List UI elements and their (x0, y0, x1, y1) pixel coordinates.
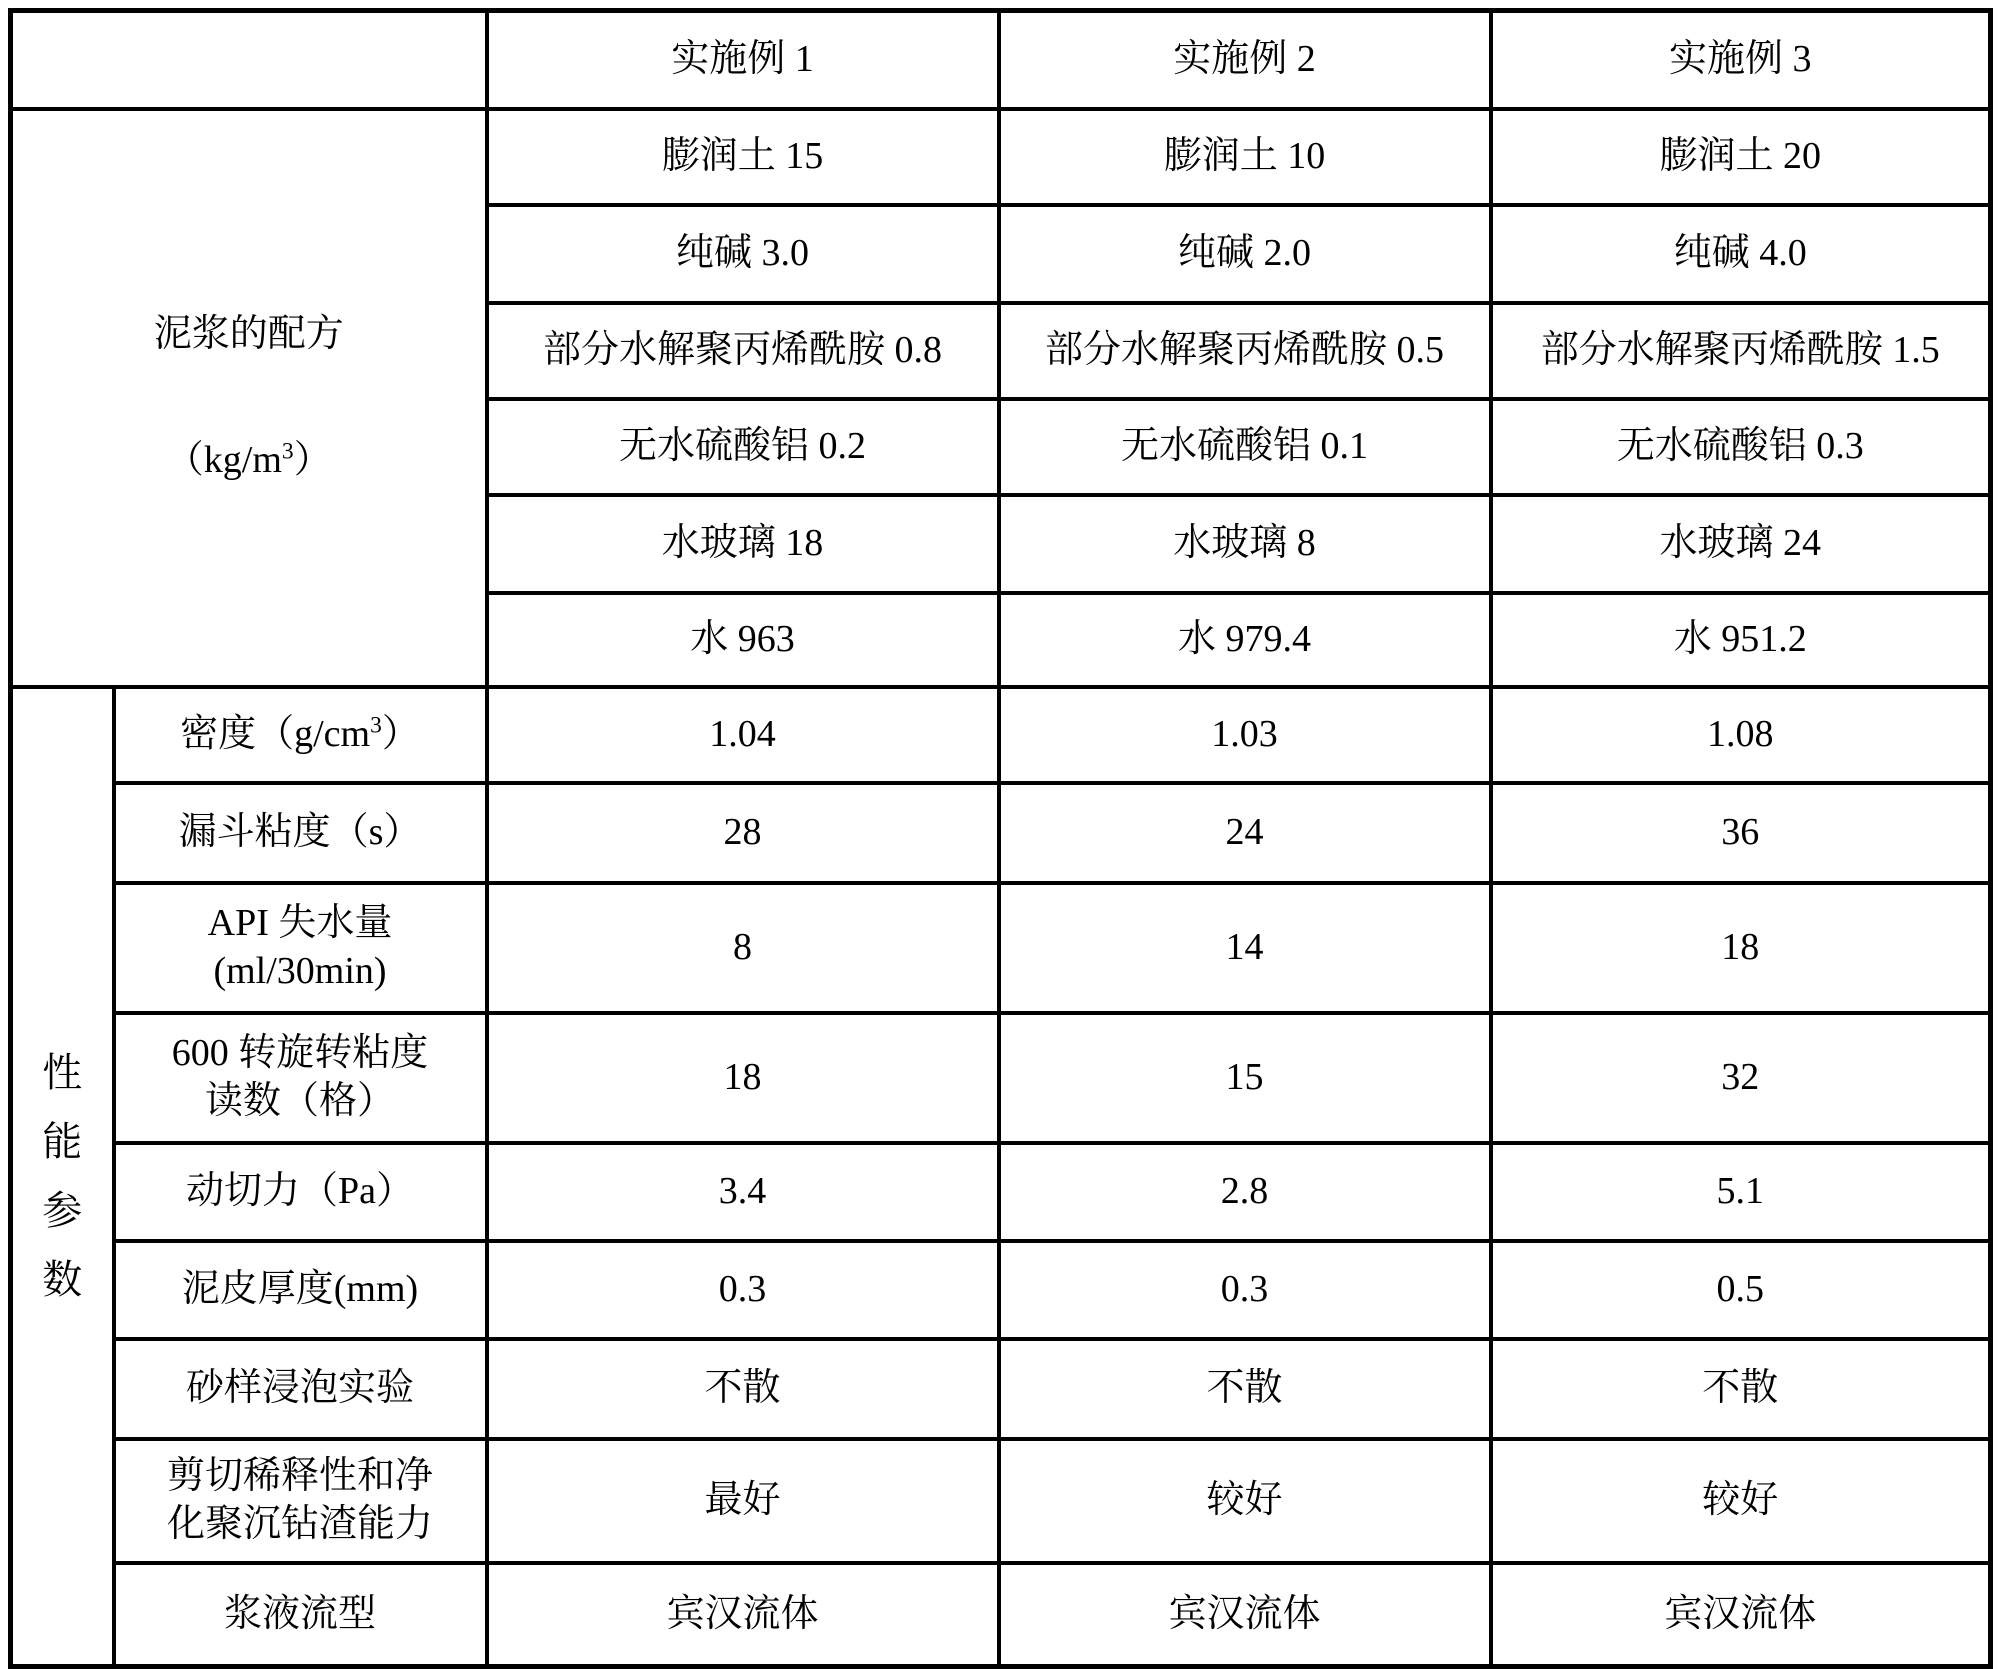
perf-value: 宾汉流体 (1491, 1563, 1991, 1667)
perf-value: 14 (999, 883, 1491, 1013)
formula-header-line1: 泥浆的配方 (153, 313, 344, 355)
formula-cell: 纯碱 2.0 (999, 205, 1491, 303)
formula-cell: 水玻璃 8 (999, 495, 1491, 593)
perf-value: 28 (487, 783, 999, 883)
perf-value: 不散 (999, 1339, 1491, 1439)
formula-header-line2: $(kg/m^3)$ (165, 437, 332, 481)
perf-value: 15 (999, 1013, 1491, 1143)
formula-cell: 部分水解聚丙烯酰胺 1.5 (1491, 303, 1991, 399)
perf-value: 3.4 (487, 1143, 999, 1241)
perf-label-slurry-flow-type: 浆液流型 (114, 1563, 487, 1667)
formula-cell: 水 951.2 (1491, 593, 1991, 687)
perf-value: 1.04 (487, 687, 999, 783)
perf-value: 2.8 (999, 1143, 1491, 1241)
formula-cell: 无水硫酸铝 0.2 (487, 399, 999, 495)
perf-value: 8 (487, 883, 999, 1013)
perf-value: 宾汉流体 (999, 1563, 1491, 1667)
superscript-3: 3 (370, 712, 382, 739)
perf-value: 0.3 (999, 1241, 1491, 1339)
perf-value: 较好 (1491, 1439, 1991, 1563)
perf-value: 5.1 (1491, 1143, 1991, 1241)
formula-cell: 纯碱 3.0 (487, 205, 999, 303)
perf-label-600rpm-reading: 600 转旋转粘度 读数（格） (114, 1013, 487, 1143)
formula-cell: 膨润土 20 (1491, 109, 1991, 205)
perf-value: 32 (1491, 1013, 1991, 1143)
perf-value: 0.5 (1491, 1241, 1991, 1339)
perf-value: 1.08 (1491, 687, 1991, 783)
perf-value: 不散 (487, 1339, 999, 1439)
formula-cell: 膨润土 15 (487, 109, 999, 205)
col-header-example-1: 实施例 1 (487, 11, 999, 109)
formula-cell: 纯碱 4.0 (1491, 205, 1991, 303)
perf-value: 24 (999, 783, 1491, 883)
perf-value: 0.3 (487, 1241, 999, 1339)
formula-cell: 水 979.4 (999, 593, 1491, 687)
perf-value: 不散 (1491, 1339, 1991, 1439)
perf-value: 18 (1491, 883, 1991, 1013)
perf-label-mud-cake-thickness: 泥皮厚度(mm) (114, 1241, 487, 1339)
formula-cell: 水玻璃 18 (487, 495, 999, 593)
perf-value: 36 (1491, 783, 1991, 883)
superscript-3: 3 (281, 437, 294, 464)
formula-cell: 水 963 (487, 593, 999, 687)
formula-cell: 无水硫酸铝 0.3 (1491, 399, 1991, 495)
perf-label-sand-soak-test: 砂样浸泡实验 (114, 1339, 487, 1439)
perf-label-shear-thinning: 剪切稀释性和净 化聚沉钻渣能力 (114, 1439, 487, 1563)
perf-value: 宾汉流体 (487, 1563, 999, 1667)
perf-label-density: 密度$(g/cm^3)$ (114, 687, 487, 783)
perf-value: 较好 (999, 1439, 1491, 1563)
formula-cell: 膨润土 10 (999, 109, 1491, 205)
perf-label-yield-point: 动切力（Pa） (114, 1143, 487, 1241)
corner-cell (11, 11, 487, 109)
mud-formula-performance-table (8, 8, 1993, 1669)
formula-cell: 无水硫酸铝 0.1 (999, 399, 1491, 495)
perf-value: 18 (487, 1013, 999, 1143)
formula-section-header (11, 109, 487, 687)
col-header-example-2: 实施例 2 (999, 11, 1491, 109)
perf-value: 1.03 (999, 687, 1491, 783)
perf-label-api-fluid-loss: API 失水量 (ml/30min) (114, 883, 487, 1013)
formula-cell: 部分水解聚丙烯酰胺 0.5 (999, 303, 1491, 399)
formula-cell: 水玻璃 24 (1491, 495, 1991, 593)
perf-value: 最好 (487, 1439, 999, 1563)
formula-cell: 部分水解聚丙烯酰胺 0.8 (487, 303, 999, 399)
performance-section-header: 性 能 参 数 (11, 687, 114, 1667)
col-header-example-3: 实施例 3 (1491, 11, 1991, 109)
perf-label-funnel-viscosity: 漏斗粘度（s） (114, 783, 487, 883)
